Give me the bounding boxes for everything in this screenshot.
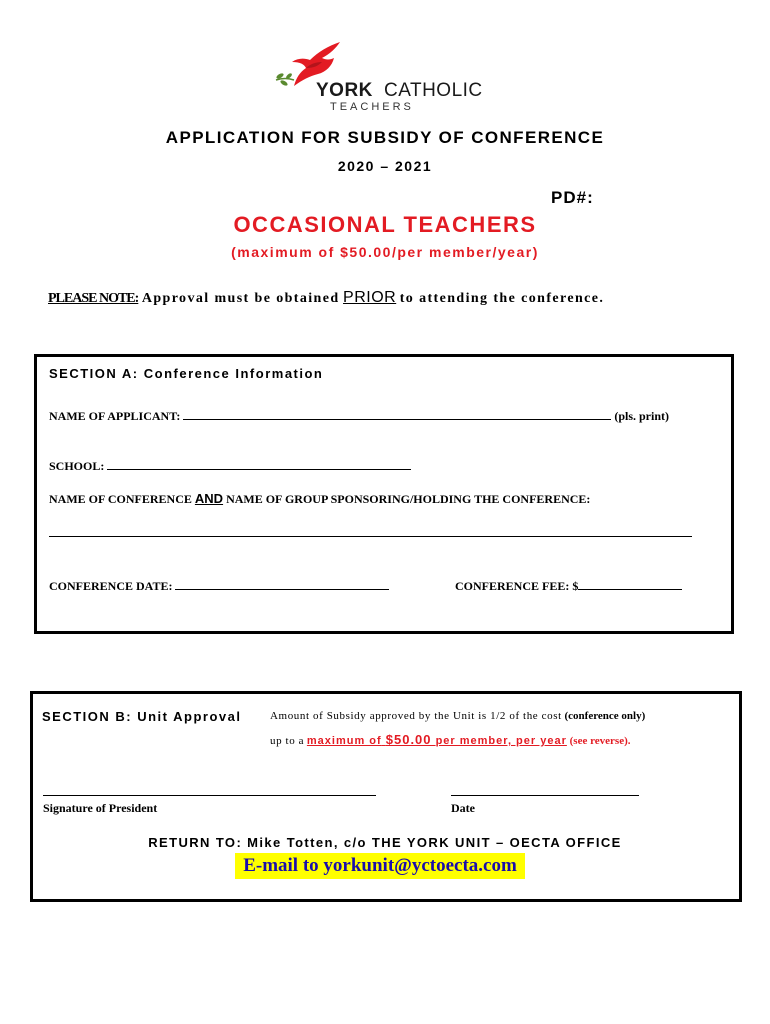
school-label: SCHOOL: <box>49 459 105 473</box>
maximum-of-text: maximum of <box>306 735 382 747</box>
applicant-suffix: (pls. print) <box>614 409 670 423</box>
up-to-text: up to a <box>270 735 305 747</box>
subsidy-text-2 <box>270 732 631 747</box>
return-to-text: RETURN TO: Mike Totten, c/o THE YORK UNIT – OECTA OFFICE <box>148 835 622 850</box>
date-line[interactable] <box>451 795 639 796</box>
note-emphasis: PRIOR <box>343 289 397 306</box>
max-amount-value: $50.00 <box>385 732 432 747</box>
conference-label-2: NAME OF GROUP SPONSORING/HOLDING THE CONFERENCE: <box>226 492 591 506</box>
form-year: 2020 – 2021 <box>337 158 433 174</box>
conference-label-1: NAME OF CONFERENCE <box>49 492 192 506</box>
email-link[interactable]: E-mail to yorkunit@yctoecta.com <box>235 853 525 879</box>
subsidy-text: Amount of Subsidy approved by the Unit is 1/2 of the cost <box>270 710 562 722</box>
conference-date-field[interactable] <box>175 578 389 590</box>
form-title: APPLICATION FOR SUBSIDY OF CONFERENCE <box>165 128 605 147</box>
conference-name-row <box>49 491 590 507</box>
conference-fee-field[interactable] <box>578 578 682 590</box>
please-note <box>48 289 604 307</box>
subsidy-text-1 <box>270 710 645 722</box>
applicant-row <box>49 408 669 424</box>
applicant-label: NAME OF APPLICANT: <box>49 409 181 423</box>
logo-catholic-text: CATHOLIC <box>384 80 483 101</box>
signature-label: Signature of President <box>43 801 158 815</box>
note-text-after: to attending the conference. <box>399 291 605 306</box>
section-b-heading: SECTION B: Unit Approval <box>42 709 242 724</box>
fee-label: CONFERENCE FEE: $ <box>455 579 579 593</box>
maximum-subtitle: (maximum of $50.00/per member/year) <box>231 244 539 260</box>
note-text-before: Approval must be obtained <box>141 291 340 306</box>
group-title: OCCASIONAL TEACHERS <box>233 212 537 237</box>
note-label: PLEASE NOTE: <box>48 291 139 306</box>
school-row <box>49 458 411 474</box>
conference-only-text: (conference only) <box>564 710 646 722</box>
section-a-heading: SECTION A: Conference Information <box>49 366 324 381</box>
york-catholic-logo <box>270 38 510 114</box>
conference-date-row <box>49 578 389 594</box>
logo-york-text: YORK <box>316 80 373 101</box>
pd-number-label: PD#: <box>551 188 594 207</box>
section-a-box <box>34 354 734 634</box>
maximum-amount-text <box>306 732 567 747</box>
conference-fee-row <box>455 578 682 594</box>
date-label: CONFERENCE DATE: <box>49 579 173 593</box>
school-field[interactable] <box>107 458 411 470</box>
conference-name-field[interactable] <box>49 525 692 537</box>
applicant-field[interactable] <box>183 408 611 420</box>
see-reverse-text: (see reverse). <box>569 735 631 747</box>
logo-teachers-text: TEACHERS <box>330 101 414 113</box>
per-member-text: per member, per year <box>435 735 567 747</box>
conference-and: AND <box>194 491 224 506</box>
signature-line[interactable] <box>43 795 376 796</box>
date-label: Date <box>451 801 475 815</box>
